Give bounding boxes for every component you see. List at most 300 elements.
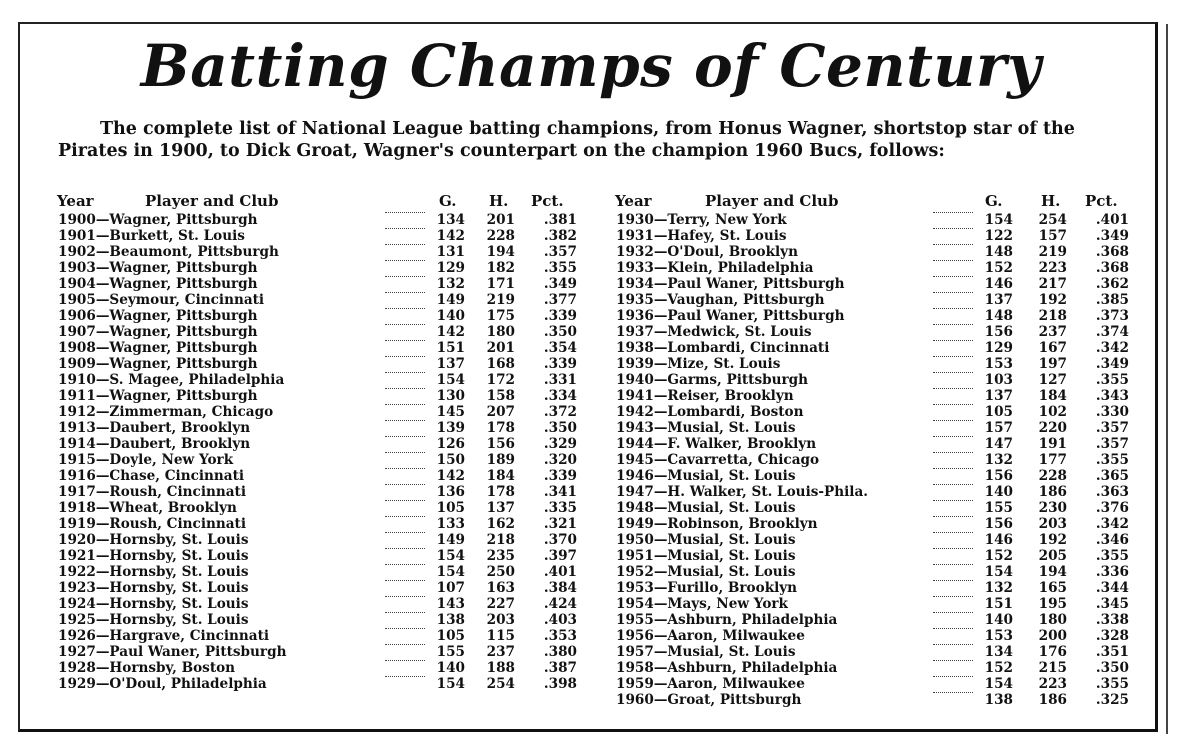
- pct-cell: .376: [1095, 500, 1129, 516]
- pct-cell: .355: [543, 260, 577, 276]
- games-cell: 149: [436, 532, 465, 548]
- games-cell: 138: [984, 692, 1013, 708]
- table-row: [613, 516, 1138, 532]
- hits-cell: 217: [1038, 276, 1067, 292]
- table-row: [55, 292, 585, 308]
- table-row: [55, 484, 585, 500]
- dot-leader: [385, 244, 425, 245]
- pct-cell: .350: [543, 420, 577, 436]
- hits-cell: 168: [486, 356, 515, 372]
- hits-cell: 178: [486, 420, 515, 436]
- champion-entry: 1900—Wagner, Pittsburgh: [58, 212, 258, 228]
- champion-entry: 1952—Musial, St. Louis: [616, 564, 796, 580]
- games-cell: 152: [984, 660, 1013, 676]
- hits-cell: 250: [486, 564, 515, 580]
- table-row: [613, 388, 1138, 404]
- dot-leader: [385, 308, 425, 309]
- pct-cell: .355: [1095, 452, 1129, 468]
- hits-cell: 175: [486, 308, 515, 324]
- table-row: [55, 676, 585, 692]
- pct-cell: .355: [1095, 676, 1129, 692]
- table-row: [613, 644, 1138, 660]
- games-cell: 147: [984, 436, 1013, 452]
- pct-cell: .329: [543, 436, 577, 452]
- hits-cell: 201: [486, 212, 515, 228]
- table-row: [613, 324, 1138, 340]
- table-row: [613, 276, 1138, 292]
- games-cell: 132: [984, 580, 1013, 596]
- pct-cell: .354: [543, 340, 577, 356]
- dot-leader: [933, 244, 973, 245]
- dot-leader: [933, 564, 973, 565]
- champion-entry: 1926—Hargrave, Cincinnati: [58, 628, 270, 644]
- games-cell: 103: [984, 372, 1013, 388]
- games-cell: 140: [436, 660, 465, 676]
- hits-cell: 207: [486, 404, 515, 420]
- hits-cell: 163: [486, 580, 515, 596]
- table-row: [55, 500, 585, 516]
- games-cell: 133: [436, 516, 465, 532]
- dot-leader: [933, 500, 973, 501]
- hits-cell: 228: [1038, 468, 1067, 484]
- dot-leader: [385, 548, 425, 549]
- hits-cell: 223: [1038, 676, 1067, 692]
- hits-cell: 115: [486, 628, 515, 644]
- games-cell: 155: [984, 500, 1013, 516]
- dot-leader: [385, 564, 425, 565]
- article-title: Batting Champs of Century: [140, 32, 1042, 100]
- games-cell: 126: [436, 436, 465, 452]
- dot-leader: [385, 276, 425, 277]
- games-cell: 140: [984, 612, 1013, 628]
- champion-entry: 1905—Seymour, Cincinnati: [58, 292, 265, 308]
- table-row: [55, 564, 585, 580]
- dot-leader: [385, 516, 425, 517]
- hits-cell: 172: [486, 372, 515, 388]
- hits-cell: 186: [1038, 484, 1067, 500]
- header-year: Year: [615, 192, 652, 210]
- dot-leader: [385, 596, 425, 597]
- games-cell: 146: [984, 532, 1013, 548]
- table-rows: [55, 212, 585, 692]
- dot-leader: [385, 612, 425, 613]
- hits-cell: 194: [486, 244, 515, 260]
- champion-entry: 1936—Paul Waner, Pittsburgh: [616, 308, 845, 324]
- hits-cell: 203: [486, 612, 515, 628]
- header-player: Player and Club: [145, 192, 279, 210]
- dot-leader: [933, 340, 973, 341]
- dot-leader: [933, 212, 973, 213]
- hits-cell: 167: [1038, 340, 1067, 356]
- table-row: [613, 372, 1138, 388]
- games-cell: 153: [984, 356, 1013, 372]
- dot-leader: [933, 436, 973, 437]
- hits-cell: 165: [1038, 580, 1067, 596]
- table-row: [613, 340, 1138, 356]
- table-row: [55, 596, 585, 612]
- champion-entry: 1931—Hafey, St. Louis: [616, 228, 787, 244]
- games-cell: 154: [984, 676, 1013, 692]
- table-row: [613, 292, 1138, 308]
- table-row: [55, 468, 585, 484]
- table-row: [613, 676, 1138, 692]
- table-row: [55, 228, 585, 244]
- pct-cell: .373: [1095, 308, 1129, 324]
- hits-cell: 137: [486, 500, 515, 516]
- games-cell: 129: [984, 340, 1013, 356]
- hits-cell: 205: [1038, 548, 1067, 564]
- dot-leader: [933, 644, 973, 645]
- hits-cell: 215: [1038, 660, 1067, 676]
- hits-cell: 227: [486, 596, 515, 612]
- champion-entry: 1929—O'Doul, Philadelphia: [58, 676, 267, 692]
- clipping-edge: [1166, 24, 1168, 734]
- table-row: [613, 244, 1138, 260]
- pct-cell: .339: [543, 356, 577, 372]
- dot-leader: [385, 628, 425, 629]
- games-cell: 105: [436, 500, 465, 516]
- pct-cell: .341: [543, 484, 577, 500]
- pct-cell: .349: [543, 276, 577, 292]
- header-year: Year: [57, 192, 94, 210]
- pct-cell: .339: [543, 468, 577, 484]
- games-cell: 105: [984, 404, 1013, 420]
- dot-leader: [385, 452, 425, 453]
- table-row: [613, 404, 1138, 420]
- games-cell: 137: [436, 356, 465, 372]
- games-cell: 137: [984, 292, 1013, 308]
- table-row: [613, 484, 1138, 500]
- pct-cell: .368: [1095, 244, 1129, 260]
- games-cell: 150: [436, 452, 465, 468]
- champion-entry: 1954—Mays, New York: [616, 596, 788, 612]
- hits-cell: 235: [486, 548, 515, 564]
- games-cell: 122: [984, 228, 1013, 244]
- games-cell: 157: [984, 420, 1013, 436]
- champion-entry: 1939—Mize, St. Louis: [616, 356, 781, 372]
- hits-cell: 182: [486, 260, 515, 276]
- pct-cell: .377: [543, 292, 577, 308]
- hits-cell: 180: [1038, 612, 1067, 628]
- pct-cell: .320: [543, 452, 577, 468]
- games-cell: 148: [984, 244, 1013, 260]
- table-row: [613, 452, 1138, 468]
- games-cell: 131: [436, 244, 465, 260]
- champion-entry: 1922—Hornsby, St. Louis: [58, 564, 249, 580]
- games-cell: 154: [436, 676, 465, 692]
- pct-cell: .350: [1095, 660, 1129, 676]
- table-row: [55, 212, 585, 228]
- games-cell: 148: [984, 308, 1013, 324]
- pct-cell: .403: [543, 612, 577, 628]
- pct-cell: .349: [1095, 228, 1129, 244]
- champion-entry: 1956—Aaron, Milwaukee: [616, 628, 805, 644]
- pct-cell: .336: [1095, 564, 1129, 580]
- pct-cell: .339: [543, 308, 577, 324]
- champion-entry: 1919—Roush, Cincinnati: [58, 516, 247, 532]
- header-hits: H.: [489, 192, 509, 210]
- pct-cell: .384: [543, 580, 577, 596]
- games-cell: 149: [436, 292, 465, 308]
- dot-leader: [933, 324, 973, 325]
- table-row: [55, 388, 585, 404]
- champion-entry: 1928—Hornsby, Boston: [58, 660, 236, 676]
- champion-entry: 1909—Wagner, Pittsburgh: [58, 356, 258, 372]
- champion-entry: 1918—Wheat, Brooklyn: [58, 500, 237, 516]
- hits-cell: 254: [1038, 212, 1067, 228]
- games-cell: 151: [436, 340, 465, 356]
- dot-leader: [385, 468, 425, 469]
- dot-leader: [933, 404, 973, 405]
- games-cell: 154: [436, 372, 465, 388]
- hits-cell: 192: [1038, 292, 1067, 308]
- games-cell: 142: [436, 324, 465, 340]
- table-row: [613, 532, 1138, 548]
- pct-cell: .381: [543, 212, 577, 228]
- dot-leader: [385, 324, 425, 325]
- pct-cell: .351: [1095, 644, 1129, 660]
- champion-entry: 1950—Musial, St. Louis: [616, 532, 796, 548]
- games-cell: 140: [984, 484, 1013, 500]
- dot-leader: [385, 644, 425, 645]
- dot-leader: [385, 404, 425, 405]
- dot-leader: [933, 388, 973, 389]
- games-cell: 152: [984, 548, 1013, 564]
- hits-cell: 228: [486, 228, 515, 244]
- dot-leader: [385, 292, 425, 293]
- champion-entry: 1930—Terry, New York: [616, 212, 787, 228]
- pct-cell: .357: [1095, 436, 1129, 452]
- champion-entry: 1903—Wagner, Pittsburgh: [58, 260, 258, 276]
- hits-cell: 177: [1038, 452, 1067, 468]
- champion-entry: 1946—Musial, St. Louis: [616, 468, 796, 484]
- table-row: [613, 308, 1138, 324]
- dot-leader: [933, 292, 973, 293]
- hits-cell: 162: [486, 516, 515, 532]
- champion-entry: 1902—Beaumont, Pittsburgh: [58, 244, 279, 260]
- games-cell: 107: [436, 580, 465, 596]
- hits-cell: 218: [486, 532, 515, 548]
- pct-cell: .380: [543, 644, 577, 660]
- pct-cell: .397: [543, 548, 577, 564]
- champion-entry: 1932—O'Doul, Brooklyn: [616, 244, 798, 260]
- dot-leader: [933, 516, 973, 517]
- champion-entry: 1934—Paul Waner, Pittsburgh: [616, 276, 845, 292]
- games-cell: 129: [436, 260, 465, 276]
- hits-cell: 191: [1038, 436, 1067, 452]
- hits-cell: 184: [486, 468, 515, 484]
- header-pct: Pct.: [1085, 192, 1118, 210]
- champion-entry: 1906—Wagner, Pittsburgh: [58, 308, 258, 324]
- champion-entry: 1943—Musial, St. Louis: [616, 420, 796, 436]
- article-intro: The complete list of National League batting champions, from Honus Wagner, shortstop star of the Pirates in 1900, to Dick Groat, Wagner's counterpart on the champion 1960 Bucs, follows:: [58, 119, 1075, 161]
- table-row: [55, 532, 585, 548]
- games-cell: 132: [436, 276, 465, 292]
- dot-leader: [933, 628, 973, 629]
- table-row: [55, 340, 585, 356]
- table-row: [613, 660, 1138, 676]
- table-row: [613, 692, 1138, 708]
- hits-cell: 171: [486, 276, 515, 292]
- champion-entry: 1917—Roush, Cincinnati: [58, 484, 247, 500]
- champion-entry: 1913—Daubert, Brooklyn: [58, 420, 251, 436]
- champion-entry: 1923—Hornsby, St. Louis: [58, 580, 249, 596]
- dot-leader: [933, 452, 973, 453]
- table-row: [55, 628, 585, 644]
- champion-entry: 1935—Vaughan, Pittsburgh: [616, 292, 825, 308]
- dot-leader: [933, 484, 973, 485]
- pct-cell: .355: [1095, 372, 1129, 388]
- dot-leader: [385, 580, 425, 581]
- pct-cell: .349: [1095, 356, 1129, 372]
- table-row: [55, 660, 585, 676]
- hits-cell: 237: [486, 644, 515, 660]
- dot-leader: [933, 372, 973, 373]
- hits-cell: 220: [1038, 420, 1067, 436]
- hits-cell: 237: [1038, 324, 1067, 340]
- dot-leader: [933, 532, 973, 533]
- dot-leader: [933, 580, 973, 581]
- pct-cell: .401: [543, 564, 577, 580]
- hits-cell: 178: [486, 484, 515, 500]
- dot-leader: [933, 228, 973, 229]
- pct-cell: .328: [1095, 628, 1129, 644]
- champion-entry: 1907—Wagner, Pittsburgh: [58, 324, 258, 340]
- champion-entry: 1904—Wagner, Pittsburgh: [58, 276, 258, 292]
- games-cell: 136: [436, 484, 465, 500]
- table-row: [55, 324, 585, 340]
- games-cell: 154: [436, 548, 465, 564]
- table-row: [55, 644, 585, 660]
- table-right-column: [613, 192, 1138, 708]
- pct-cell: .372: [543, 404, 577, 420]
- games-cell: 156: [984, 468, 1013, 484]
- champion-entry: 1941—Reiser, Brooklyn: [616, 388, 794, 404]
- champion-entry: 1960—Groat, Pittsburgh: [616, 692, 802, 708]
- table-row: [55, 404, 585, 420]
- table-row: [55, 260, 585, 276]
- champion-entry: 1953—Furillo, Brooklyn: [616, 580, 798, 596]
- hits-cell: 219: [486, 292, 515, 308]
- games-cell: 142: [436, 468, 465, 484]
- champion-entry: 1947—H. Walker, St. Louis-Phila.: [616, 484, 869, 500]
- hits-cell: 200: [1038, 628, 1067, 644]
- table-row: [613, 500, 1138, 516]
- pct-cell: .343: [1095, 388, 1129, 404]
- pct-cell: .357: [1095, 420, 1129, 436]
- champion-entry: 1948—Musial, St. Louis: [616, 500, 796, 516]
- dot-leader: [385, 484, 425, 485]
- pct-cell: .370: [543, 532, 577, 548]
- dot-leader: [385, 260, 425, 261]
- pct-cell: .342: [1095, 516, 1129, 532]
- pct-cell: .331: [543, 372, 577, 388]
- table-row: [55, 420, 585, 436]
- header-games: G.: [439, 192, 457, 210]
- header-games: G.: [985, 192, 1003, 210]
- pct-cell: .355: [1095, 548, 1129, 564]
- table-row: [613, 436, 1138, 452]
- dot-leader: [933, 612, 973, 613]
- pct-cell: .387: [543, 660, 577, 676]
- hits-cell: 219: [1038, 244, 1067, 260]
- pct-cell: .334: [543, 388, 577, 404]
- champion-entry: 1958—Ashburn, Philadelphia: [616, 660, 838, 676]
- champion-entry: 1921—Hornsby, St. Louis: [58, 548, 249, 564]
- champion-entry: 1951—Musial, St. Louis: [616, 548, 796, 564]
- games-cell: 134: [984, 644, 1013, 660]
- pct-cell: .346: [1095, 532, 1129, 548]
- hits-cell: 201: [486, 340, 515, 356]
- games-cell: 151: [984, 596, 1013, 612]
- dot-leader: [933, 356, 973, 357]
- champion-entry: 1938—Lombardi, Cincinnati: [616, 340, 830, 356]
- champion-entry: 1945—Cavarretta, Chicago: [616, 452, 820, 468]
- games-cell: 105: [436, 628, 465, 644]
- header-hits: H.: [1041, 192, 1061, 210]
- hits-cell: 194: [1038, 564, 1067, 580]
- pct-cell: .374: [1095, 324, 1129, 340]
- dot-leader: [933, 660, 973, 661]
- champion-entry: 1944—F. Walker, Brooklyn: [616, 436, 817, 452]
- hits-cell: 186: [1038, 692, 1067, 708]
- table-row: [613, 628, 1138, 644]
- games-cell: 143: [436, 596, 465, 612]
- games-cell: 155: [436, 644, 465, 660]
- pct-cell: .330: [1095, 404, 1129, 420]
- games-cell: 140: [436, 308, 465, 324]
- header-pct: Pct.: [531, 192, 564, 210]
- champion-entry: 1914—Daubert, Brooklyn: [58, 436, 251, 452]
- table-row: [613, 612, 1138, 628]
- games-cell: 154: [984, 212, 1013, 228]
- dot-leader: [385, 660, 425, 661]
- table-row: [55, 436, 585, 452]
- games-cell: 154: [436, 564, 465, 580]
- hits-cell: 188: [486, 660, 515, 676]
- pct-cell: .345: [1095, 596, 1129, 612]
- dot-leader: [385, 500, 425, 501]
- champion-entry: 1916—Chase, Cincinnati: [58, 468, 245, 484]
- pct-cell: .365: [1095, 468, 1129, 484]
- pct-cell: .344: [1095, 580, 1129, 596]
- dot-leader: [933, 260, 973, 261]
- dot-leader: [385, 340, 425, 341]
- hits-cell: 223: [1038, 260, 1067, 276]
- hits-cell: 203: [1038, 516, 1067, 532]
- hits-cell: 156: [486, 436, 515, 452]
- table-row: [55, 516, 585, 532]
- pct-cell: .353: [543, 628, 577, 644]
- champion-entry: 1940—Garms, Pittsburgh: [616, 372, 809, 388]
- table-row: [613, 212, 1138, 228]
- pct-cell: .338: [1095, 612, 1129, 628]
- dot-leader: [385, 388, 425, 389]
- table-row: [613, 420, 1138, 436]
- hits-cell: 218: [1038, 308, 1067, 324]
- table-rows: [613, 212, 1138, 708]
- pct-cell: .401: [1095, 212, 1129, 228]
- dot-leader: [385, 676, 425, 677]
- dot-leader: [933, 468, 973, 469]
- table-row: [55, 580, 585, 596]
- champion-entry: 1937—Medwick, St. Louis: [616, 324, 812, 340]
- pct-cell: .321: [543, 516, 577, 532]
- games-cell: 154: [984, 564, 1013, 580]
- hits-cell: 230: [1038, 500, 1067, 516]
- dot-leader: [385, 212, 425, 213]
- hits-cell: 184: [1038, 388, 1067, 404]
